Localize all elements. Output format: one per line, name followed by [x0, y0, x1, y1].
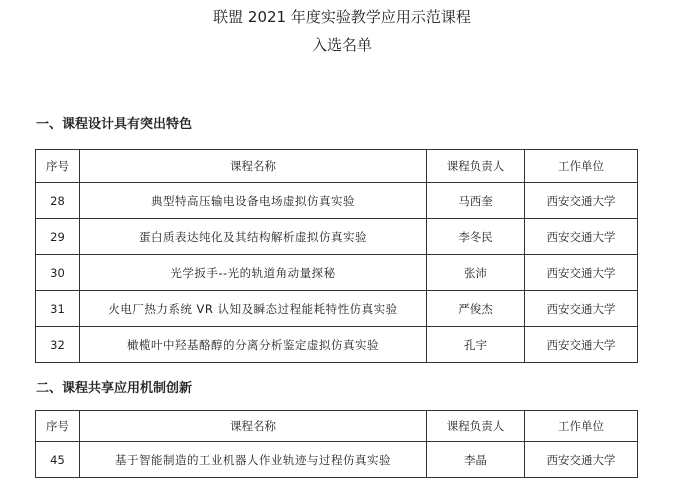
row-number: 28: [36, 183, 80, 219]
row-number: 30: [36, 255, 80, 291]
course-lead: 李晶: [427, 442, 525, 478]
table-row: [36, 183, 638, 219]
column-header-number: 序号: [36, 150, 80, 183]
table-header-row: [36, 150, 638, 183]
organization: 西安交通大学: [525, 183, 638, 219]
organization: 西安交通大学: [525, 442, 638, 478]
row-number: 31: [36, 291, 80, 327]
table-row: [36, 291, 638, 327]
column-header-course-lead: 课程负责人: [427, 150, 525, 183]
organization: 西安交通大学: [525, 255, 638, 291]
course-name: 光学扳手--光的轨道角动量探秘: [80, 255, 427, 291]
document-subtitle: 入选名单: [311, 36, 372, 54]
document-title: 联盟 2021 年度实验教学应用示范课程: [213, 8, 471, 26]
table-header-row: [36, 411, 638, 442]
course-lead: 孔宇: [427, 327, 525, 363]
organization: 西安交通大学: [525, 327, 638, 363]
row-number: 32: [36, 327, 80, 363]
column-header-organization: 工作单位: [525, 150, 638, 183]
organization: 西安交通大学: [525, 291, 638, 327]
course-name: 火电厂热力系统 VR 认知及瞬态过程能耗特性仿真实验: [80, 291, 427, 327]
course-table-2: [35, 410, 638, 478]
table-row: [36, 219, 638, 255]
section-heading-1: 一、课程设计具有突出特色: [36, 117, 193, 132]
table-row: [36, 327, 638, 363]
course-name: 橄榄叶中羟基酪醇的分离分析鉴定虚拟仿真实验: [80, 327, 427, 363]
column-header-number: 序号: [36, 411, 80, 442]
column-header-course-lead: 课程负责人: [427, 411, 525, 442]
course-name: 基于智能制造的工业机器人作业轨迹与过程仿真实验: [80, 442, 427, 478]
course-name: 蛋白质表达纯化及其结构解析虚拟仿真实验: [80, 219, 427, 255]
organization: 西安交通大学: [525, 219, 638, 255]
course-lead: 马西奎: [427, 183, 525, 219]
course-table-1: [35, 149, 638, 363]
course-lead: 严俊杰: [427, 291, 525, 327]
course-lead: 张沛: [427, 255, 525, 291]
section-heading-2: 二、课程共享应用机制创新: [36, 381, 193, 396]
row-number: 45: [36, 442, 80, 478]
row-number: 29: [36, 219, 80, 255]
column-header-course-name: 课程名称: [80, 411, 427, 442]
course-lead: 李冬民: [427, 219, 525, 255]
table-row: [36, 255, 638, 291]
column-header-organization: 工作单位: [525, 411, 638, 442]
table-row: [36, 442, 638, 478]
course-name: 典型特高压输电设备电场虚拟仿真实验: [80, 183, 427, 219]
column-header-course-name: 课程名称: [80, 150, 427, 183]
